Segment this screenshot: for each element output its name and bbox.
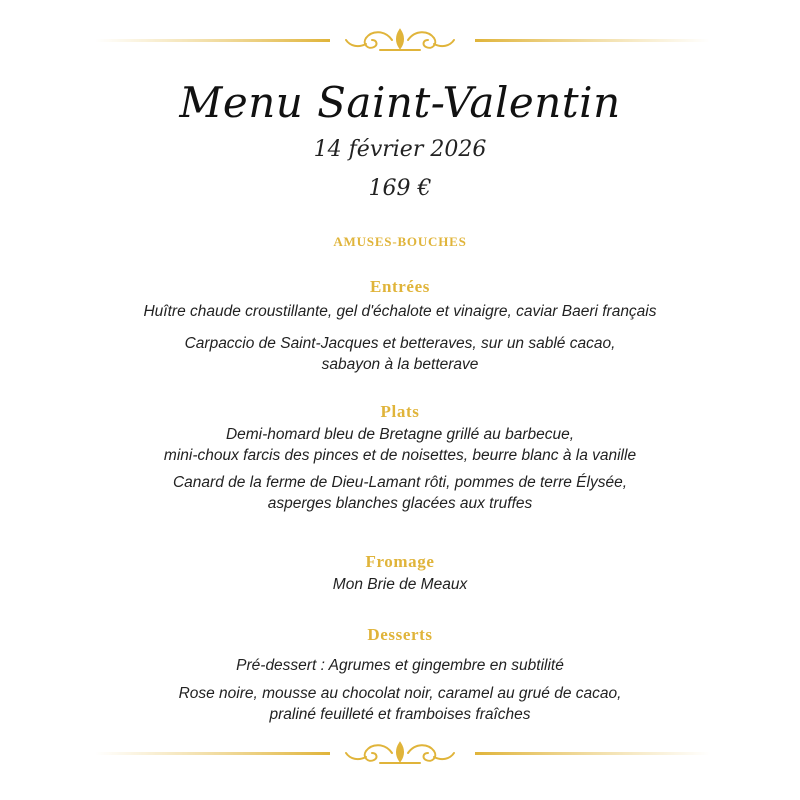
dish-entree-2-line-1: Carpaccio de Saint-Jacques et betteraves, sur un sablé cacao,	[184, 335, 616, 352]
menu-title: Menu Saint-Valentin	[179, 78, 621, 127]
dish-plat-1-line-1: Demi-homard bleu de Bretagne grillé au barbecue,	[225, 426, 575, 443]
dish-dessert-2-line-2: praliné feuilleté et framboises fraîches	[269, 706, 531, 723]
dish-dessert-2-line-1: Rose noire, mousse au chocolat noir, caramel au grué de cacao,	[178, 685, 622, 702]
menu-price: 169 €	[368, 176, 432, 201]
section-heading-fromage: Fromage	[365, 552, 435, 571]
bottom-flourish-ornament-icon	[0, 733, 800, 773]
menu-date: 14 février 2026	[313, 137, 487, 162]
top-flourish-ornament-icon	[0, 20, 800, 60]
section-heading-plats: Plats	[380, 402, 420, 421]
dish-plat-1-line-2: mini-choux farcis des pinces et de noisettes, beurre blanc à la vanille	[163, 447, 637, 464]
dish-entree-2-line-2: sabayon à la betterave	[321, 356, 479, 373]
dish-plat-2-line-1: Canard de la ferme de Dieu-Lamant rôti, pommes de terre Élysée,	[172, 474, 628, 491]
dish-plat-2-line-2: asperges blanches glacées aux truffes	[267, 495, 533, 512]
dish-fromage-1: Mon Brie de Meaux	[332, 576, 468, 593]
dish-entree-1: Huître chaude croustillante, gel d'échalote et vinaigre, caviar Baeri français	[143, 303, 657, 320]
section-heading-desserts: Desserts	[367, 625, 433, 644]
section-heading-entrees: Entrées	[370, 277, 430, 296]
dish-dessert-1: Pré-dessert : Agrumes et gingembre en subtilité	[236, 657, 564, 674]
section-heading-amuses-bouches: AMUSES-BOUCHES	[333, 234, 467, 249]
